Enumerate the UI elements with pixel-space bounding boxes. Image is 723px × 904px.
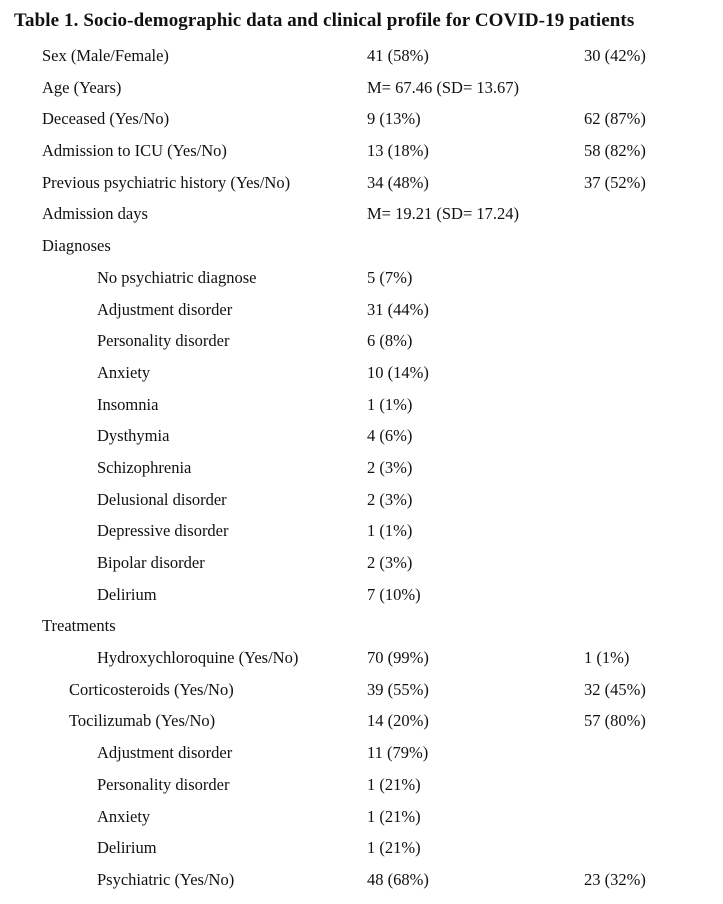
row-label: Deceased (Yes/No)	[42, 109, 170, 129]
row-label: No psychiatric diagnose	[97, 267, 257, 287]
value-col-1: 2 (3%)	[367, 489, 413, 509]
value-col-1: 1 (1%)	[367, 394, 413, 414]
table-row	[0, 737, 723, 769]
table-row	[0, 515, 723, 547]
value-col-2: 32 (45%)	[584, 679, 646, 699]
row-label: Bipolar disorder	[97, 553, 205, 572]
table-row	[0, 484, 723, 516]
row-label: Anxiety	[97, 362, 151, 382]
value-col-1: M= 67.46 (SD= 13.67)	[367, 77, 519, 97]
value-col-1: 39 (55%)	[367, 679, 429, 699]
row-label: Delirium	[97, 838, 157, 858]
row-label: Anxiety	[97, 806, 151, 826]
value-col-2: 30 (42%)	[584, 46, 646, 65]
row-label: Hydroxychloroquine (Yes/No)	[97, 648, 299, 668]
value-col-1: 1 (21%)	[367, 806, 421, 826]
value-col-2: 57 (80%)	[584, 711, 646, 731]
table-row	[0, 167, 723, 199]
row-label: Previous psychiatric history (Yes/No)	[42, 172, 291, 192]
section-header-row	[0, 610, 723, 642]
value-col-1: 11 (79%)	[367, 743, 429, 763]
value-col-1: 2 (3%)	[367, 553, 413, 572]
table-row	[0, 705, 723, 737]
table-row	[0, 452, 723, 484]
table-row	[0, 642, 723, 674]
value-col-2: 23 (32%)	[584, 869, 646, 889]
row-label: Tocilizumab (Yes/No)	[69, 711, 216, 731]
row-label: Schizophrenia	[97, 457, 192, 477]
value-col-1: 10 (14%)	[367, 362, 429, 382]
row-label: Corticosteroids (Yes/No)	[69, 679, 234, 699]
table-row	[0, 325, 723, 357]
table-row	[0, 72, 723, 104]
row-label: Delusional disorder	[97, 489, 227, 509]
data-table	[0, 40, 723, 896]
value-col-1: 5 (7%)	[367, 267, 413, 287]
value-col-1: 2 (3%)	[367, 457, 413, 477]
row-label: Delirium	[97, 584, 157, 604]
row-label: Dysthymia	[97, 426, 170, 446]
table-row	[0, 864, 723, 896]
table-row	[0, 103, 723, 135]
value-col-2: 58 (82%)	[584, 141, 646, 161]
row-label: Admission days	[42, 204, 148, 224]
table-row	[0, 547, 723, 579]
value-col-1: 70 (99%)	[367, 648, 429, 668]
table-row	[0, 357, 723, 389]
value-col-1: 1 (1%)	[367, 521, 413, 541]
row-label: Sex (Male/Female)	[42, 46, 169, 65]
table-row	[0, 801, 723, 833]
table-title: Table 1. Socio-demographic data and clinical profile for COVID-19 patients	[14, 10, 635, 31]
value-col-1: 48 (68%)	[367, 869, 429, 889]
value-col-1: 31 (44%)	[367, 299, 429, 319]
value-col-1: 41 (58%)	[367, 46, 429, 65]
value-col-2: 1 (1%)	[584, 648, 630, 668]
value-col-1: 9 (13%)	[367, 109, 421, 129]
value-col-1: 34 (48%)	[367, 172, 429, 192]
value-col-1: 7 (10%)	[367, 584, 421, 604]
value-col-1: 14 (20%)	[367, 711, 429, 731]
row-label: Personality disorder	[97, 331, 230, 351]
row-label: Admission to ICU (Yes/No)	[42, 141, 227, 161]
section-label-diagnoses: Diagnoses	[42, 236, 111, 256]
table-row	[0, 832, 723, 864]
table-row	[0, 579, 723, 611]
row-label: Adjustment disorder	[97, 743, 233, 763]
value-col-1: 1 (21%)	[367, 774, 421, 794]
row-label: Adjustment disorder	[97, 299, 233, 319]
value-col-1: M= 19.21 (SD= 17.24)	[367, 204, 519, 224]
value-col-1: 1 (21%)	[367, 838, 421, 858]
value-col-1: 4 (6%)	[367, 426, 413, 446]
table-row	[0, 135, 723, 167]
value-col-2: 62 (87%)	[584, 109, 646, 129]
section-header-row	[0, 230, 723, 262]
row-label: Insomnia	[97, 394, 159, 414]
table-row	[0, 420, 723, 452]
value-col-2: 37 (52%)	[584, 172, 646, 192]
table-row	[0, 674, 723, 706]
table-row	[0, 40, 723, 72]
row-label: Depressive disorder	[97, 521, 229, 541]
table-row	[0, 769, 723, 801]
table-row	[0, 294, 723, 326]
table-row	[0, 198, 723, 230]
table-row	[0, 389, 723, 421]
row-label: Age (Years)	[42, 77, 122, 97]
row-label: Psychiatric (Yes/No)	[97, 869, 235, 889]
row-label: Personality disorder	[97, 774, 230, 794]
value-col-1: 13 (18%)	[367, 141, 429, 161]
section-label-treatments: Treatments	[42, 616, 116, 636]
value-col-1: 6 (8%)	[367, 331, 413, 351]
table-row	[0, 262, 723, 294]
